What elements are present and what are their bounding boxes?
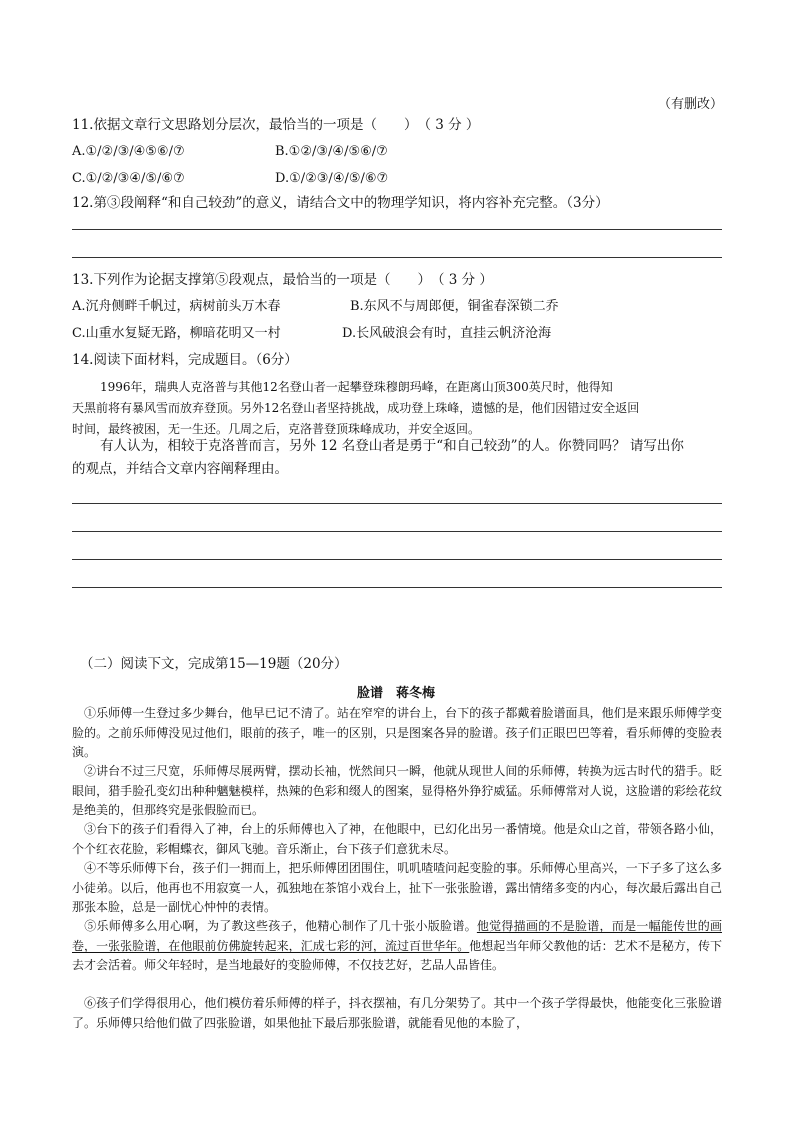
article-paragraph [72,820,722,859]
question-13-option-d: D.长风破浪会有时，直挂云帆济沧海 [342,326,552,341]
question-11-option-d: D.①/②③/④/⑤/⑥⑦ [275,171,389,186]
question-13-option-c: C.山重水复疑无路，柳暗花明又一村 [72,326,281,341]
paragraph-text: ④不等乐师傅下台，孩子们一拥而上，把乐师傅团团围住，叽叽喳喳问起变脸的事。乐师傅心里高兴，一下子多了这么多小徒弟。以后，他再也不用寂寞一人，孤独地在茶馆小戏台上，扯下一张张脸谱，露出情绪多变的内心，每次最后露出自己那张本脸，总是一副忧心忡忡的表情。 [72,861,722,914]
question-12-stem: 12.第③段阐释“和自己较劲”的意义，请结合文中的物理学知识，将内容补充完整。（3分） [72,195,609,211]
answer-line [72,257,722,258]
answer-line [72,503,722,504]
answer-line [72,587,722,588]
source-note: （有删改） [658,97,724,112]
material-line: 天黑前将有暴风雪而放弃登顶。另外12名登山者坚持挑战，成功登上珠峰，遗憾的是，他们因错过安全返回 [72,401,640,415]
paragraph-text: 他想起当年师父教他的话：艺术不是秘方，传下去才会活着。师父年轻时，是当地最好的变脸师傅，不仅技艺好，艺品人品皆佳。 [72,938,722,972]
paragraph-text: ②讲台不过三尺宽，乐师傅尽展两臂，摆动长袖，恍然间只一瞬，他就从现世人间的乐师傅，转换为远古时代的猎手。眨眼间，猎手脸孔变幻出种种魑魅模样，热辣的色彩和缀人的图案，显得格外狰狞威猛。乐师傅常对人说，这脸谱的彩绘花纹是绝美的，但那终究是张假脸而已。 [72,764,722,817]
question-14-stem: 14.阅读下面材料，完成题目。（6分） [72,352,298,368]
article-paragraph [72,704,722,763]
underlined-sentence: 他觉得描画的不是脸谱，而是一幅能传世的画卷，一张张脸谱，在他眼前仿佛旋转起来，汇成七彩的河，流过百世华年。 [72,919,722,953]
article-paragraph [72,917,722,976]
material-line: 1996年，瑞典人克洛普与其他12名登山者一起攀登珠穆朗玛峰，在距离山顶300英尺时，他得知 [100,380,613,394]
paragraph-text: ⑤乐师傅多么用心啊，为了教这些孩子，他精心制作了几十张小版脸谱。 [84,919,477,933]
article-paragraph [72,994,722,1033]
article-paragraph [72,859,722,918]
article-paragraph [72,762,722,821]
article-title: 脸谱 蒋冬梅 [357,686,436,701]
question-14-prompt: 有人认为，相较于克洛普而言，另外 12 名登山者是勇于“和自己较劲”的人。你赞同吗？ 请写出你 [100,438,684,454]
answer-line [72,229,722,230]
question-11-option-a: A.①/②/③/④⑤⑥/⑦ [72,144,185,159]
question-13-option-b: B.东风不与周郎便，铜雀春深锁二乔 [350,299,559,314]
paragraph-text: ⑥孩子们学得很用心，他们模仿着乐师傅的样子，抖衣摆袖，有几分架势了。其中一个孩子学得最快，他能变化三张脸谱了。乐师傅只给他们做了四张脸谱，如果他扯下最后那张脸谱，就能看见他的本脸了， [72,996,722,1030]
question-14-prompt: 的观点，并结合文章内容阐释理由。 [72,461,288,477]
question-11-option-c: C.①/②/③④/⑤/⑥⑦ [72,171,185,186]
section-heading: （二）阅读下文，完成第15—19题（20分） [80,656,348,672]
paragraph-text: ①乐师傅一生登过多少舞台，他早已记不清了。站在窄窄的讲台上，台下的孩子都戴着脸谱面具，他们是来跟乐师傅学变脸的。之前乐师傅没见过他们，眼前的孩子，唯一的区别，只是图案各异的脸谱。孩子们正眼巴巴等着，看乐师傅的变脸表演。 [72,706,722,759]
question-13-stem: 13.下列作为论据支撑第⑤段观点，最恰当的一项是（ ） （ 3 分 ） [72,272,493,288]
question-13-option-a: A.沉舟侧畔千帆过，病树前头万木春 [72,299,281,314]
question-11-stem: 11.依据文章行文思路划分层次，最恰当的一项是（ ） （ 3 分 ） [72,117,480,133]
material-line: 时间，最终被困，无一生还。几周之后，克洛普登顶珠峰成功，并安全返回。 [72,422,481,436]
answer-line [72,531,722,532]
paragraph-text: ③台下的孩子们看得入了神，台上的乐师傅也入了神，在他眼中，已幻化出另一番情境。他是众山之首，带领各路小仙，个个红衣花脸，彩帽蝶衣，御风飞驰。音乐渐止，台下孩子们意犹未尽。 [72,822,722,856]
question-11-option-b: B.①②/③/④/⑤⑥/⑦ [275,144,388,159]
answer-line [72,559,722,560]
